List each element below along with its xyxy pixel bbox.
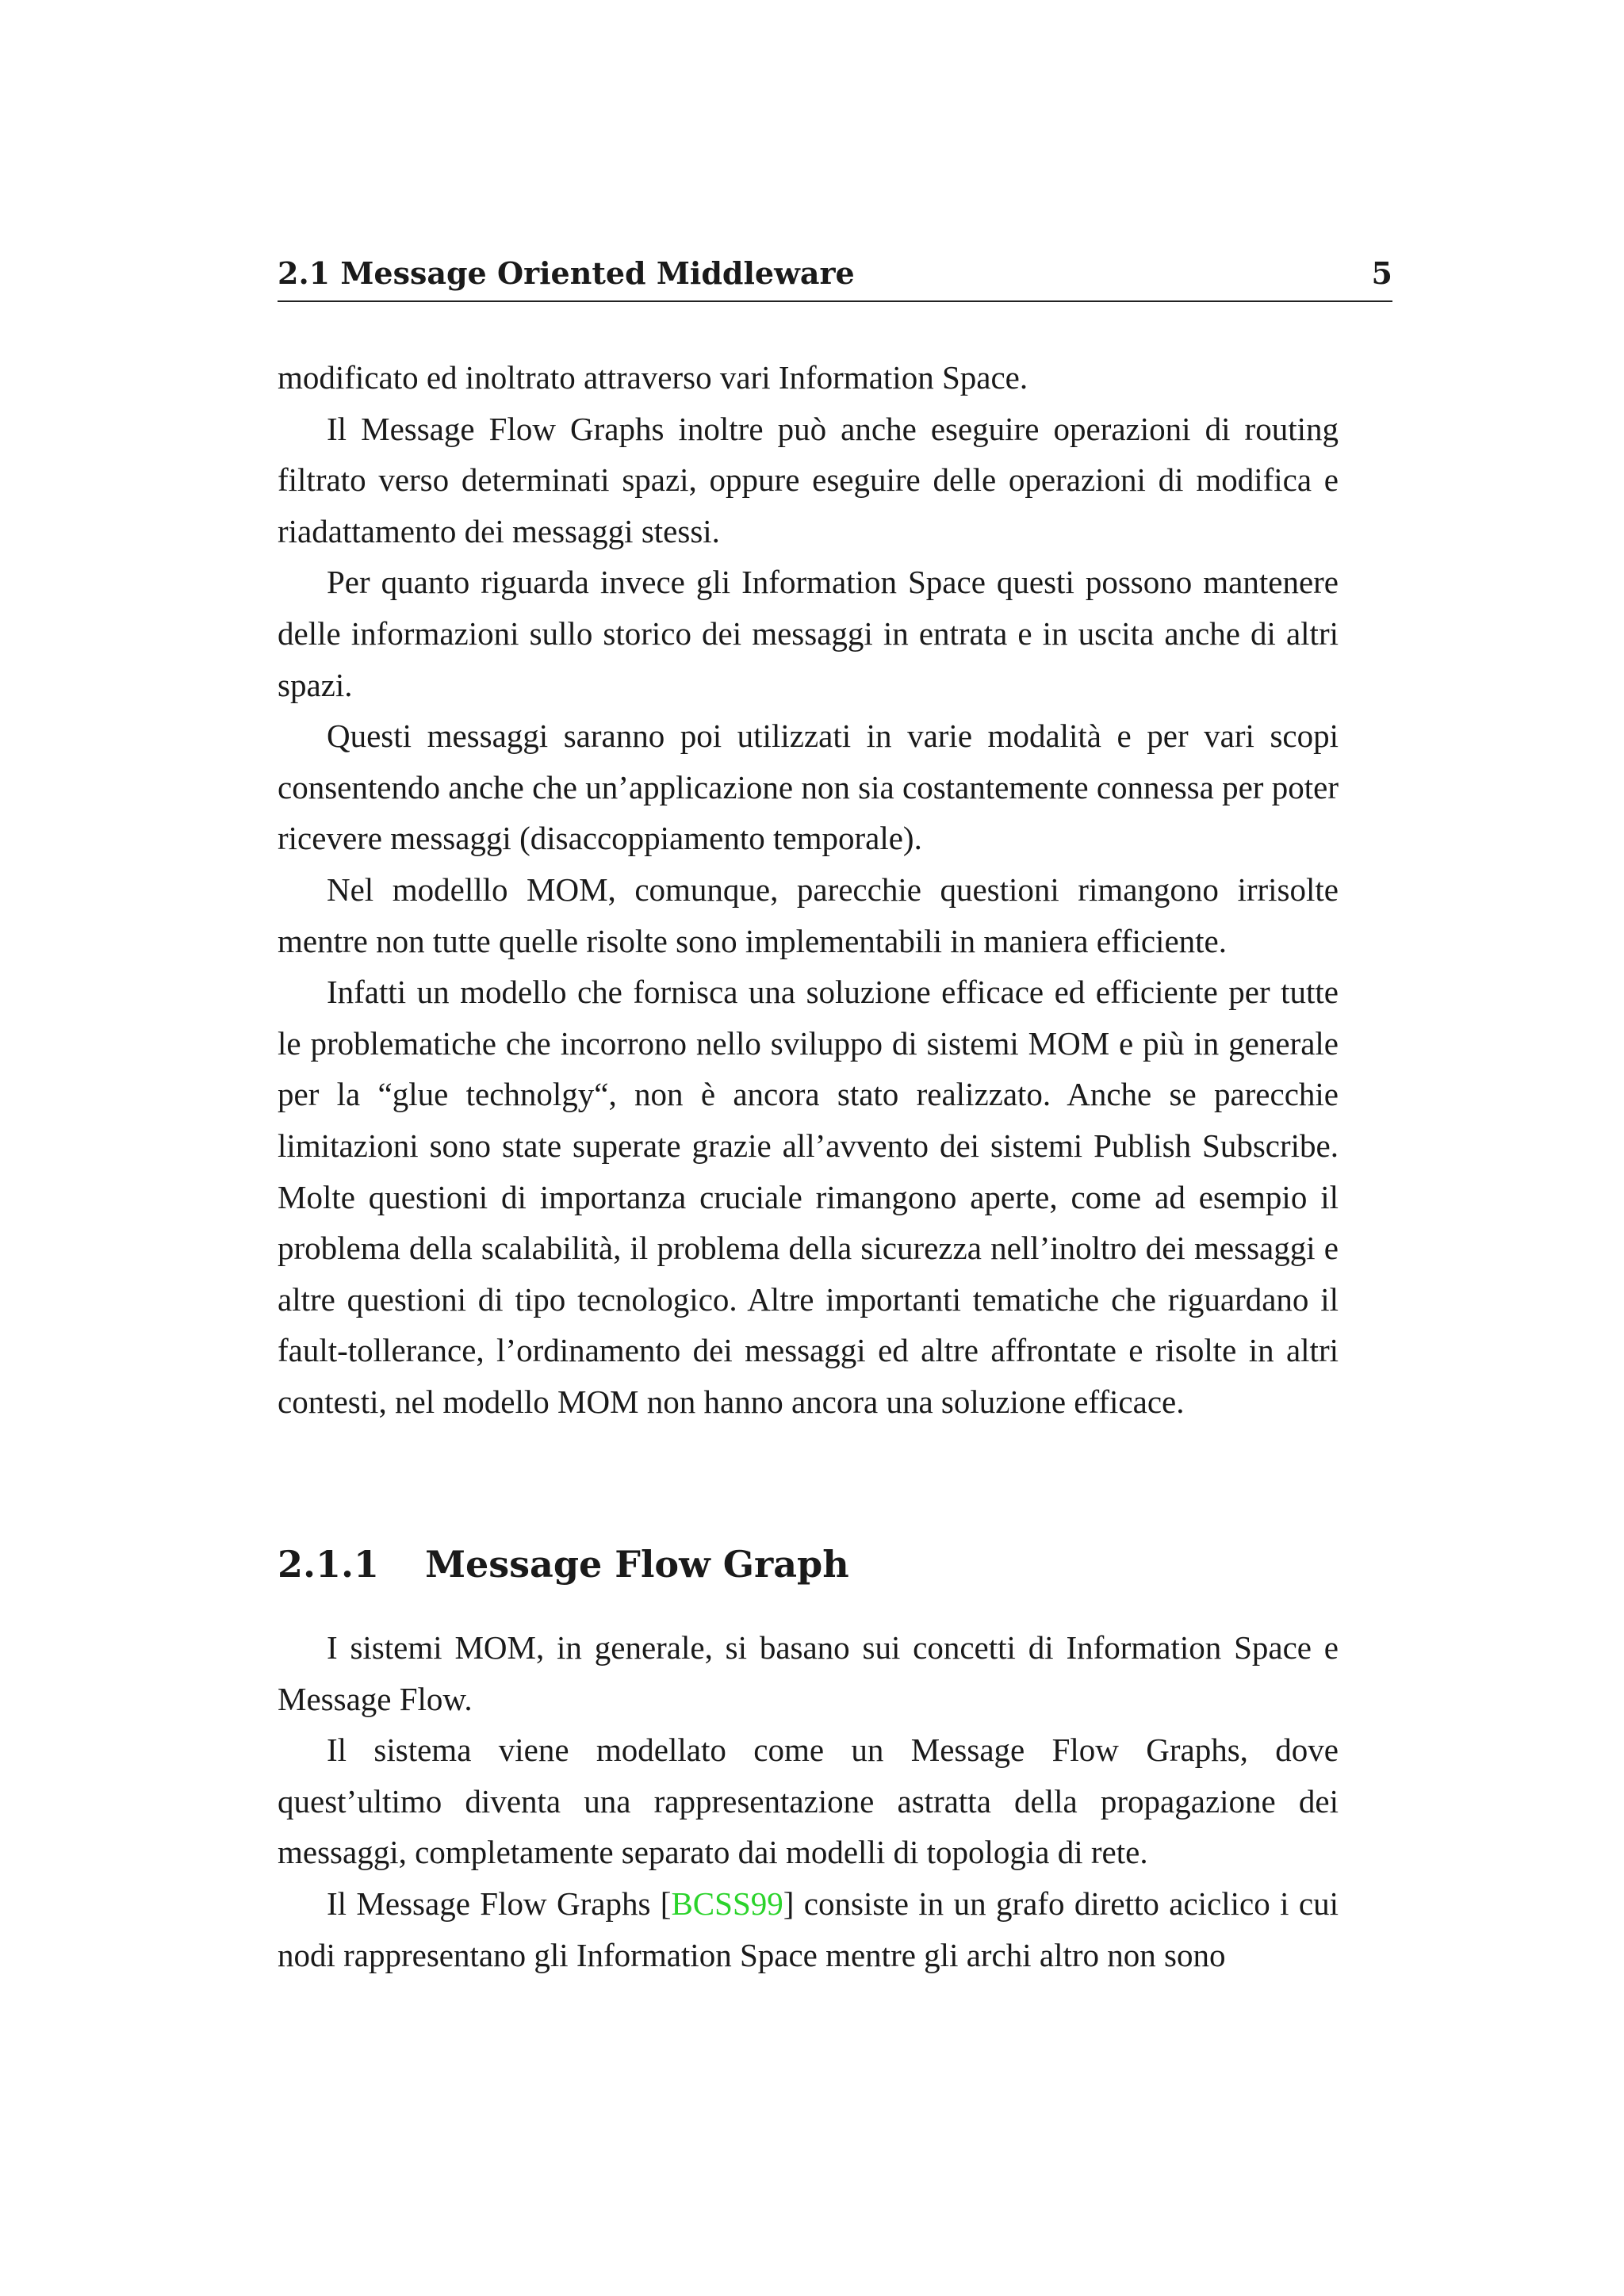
- body-text-section: [278, 1622, 1339, 1980]
- paragraph: modificato ed inoltrato attraverso vari Information Space.: [278, 359, 1028, 396]
- running-header: [278, 255, 1392, 302]
- section-heading: [278, 1543, 849, 1586]
- paragraph: [278, 1878, 1339, 1980]
- paragraph-text: Il Message Flow Graphs [: [327, 1885, 672, 1922]
- paragraph-text: ] consiste in un grafo diretto aciclico i cui nodi rappresentano gli Information Space mentre gli archi altro non sono: [278, 1885, 1339, 1973]
- citation-link[interactable]: BCSS99: [671, 1885, 783, 1922]
- paragraph: Per quanto riguarda invece gli Information Space questi possono mantenere delle informazioni sullo storico dei messaggi in entrata e in uscita anche di altri spazi.: [278, 564, 1339, 703]
- paragraph: Nel modelllo MOM, comunque, parecchie questioni rimangono irrisolte mentre non tutte quelle risolte sono implementabili in maniera efficiente.: [278, 871, 1339, 959]
- page-number: 5: [1371, 255, 1392, 291]
- paragraph: Infatti un modello che fornisca una soluzione efficace ed efficiente per tutte le problematiche che incorrono nello sviluppo di sistemi MOM e più in generale per la “glue technolgy“, non è ancora stato realizzato. Anche se parecchie limitazioni sono state superate grazie all’avvento dei sistemi Publish Subscribe. Molte questioni di importanza cruciale rimangono aperte, come ad esempio il problema della scalabilità, il problema della sicurezza nell’inoltro dei messaggi e altre questioni di tipo tecnologico. Altre importanti tematiche che riguardano il fault-tollerance, l’ordinamento dei messaggi ed altre affrontate e risolte in altri contesti, nel modello MOM non hanno ancora una soluzione efficace.: [278, 974, 1339, 1420]
- paragraph: Il Message Flow Graphs inoltre può anche eseguire operazioni di routing filtrato verso determinati spazi, oppure eseguire delle operazioni di modifica e riadattamento dei messaggi stessi.: [278, 410, 1339, 549]
- header-section-title: 2.1 Message Oriented Middleware: [278, 255, 855, 291]
- section-number: 2.1.1: [278, 1543, 380, 1586]
- paragraph: Il sistema viene modellato come un Message Flow Graphs, dove quest’ultimo diventa una rappresentazione astratta della propagazione dei messaggi, completamente separato dai modelli di topologia di rete.: [278, 1732, 1339, 1871]
- body-text-top: [278, 352, 1339, 1427]
- section-title: Message Flow Graph: [425, 1543, 849, 1586]
- paragraph: I sistemi MOM, in generale, si basano sui concetti di Information Space e Message Flow.: [278, 1629, 1339, 1717]
- paragraph: Questi messaggi saranno poi utilizzati in varie modalità e per vari scopi consentendo anche che un’applicazione non sia costantemente connessa per poter ricevere messaggi (disaccoppiamento temporale).: [278, 718, 1339, 857]
